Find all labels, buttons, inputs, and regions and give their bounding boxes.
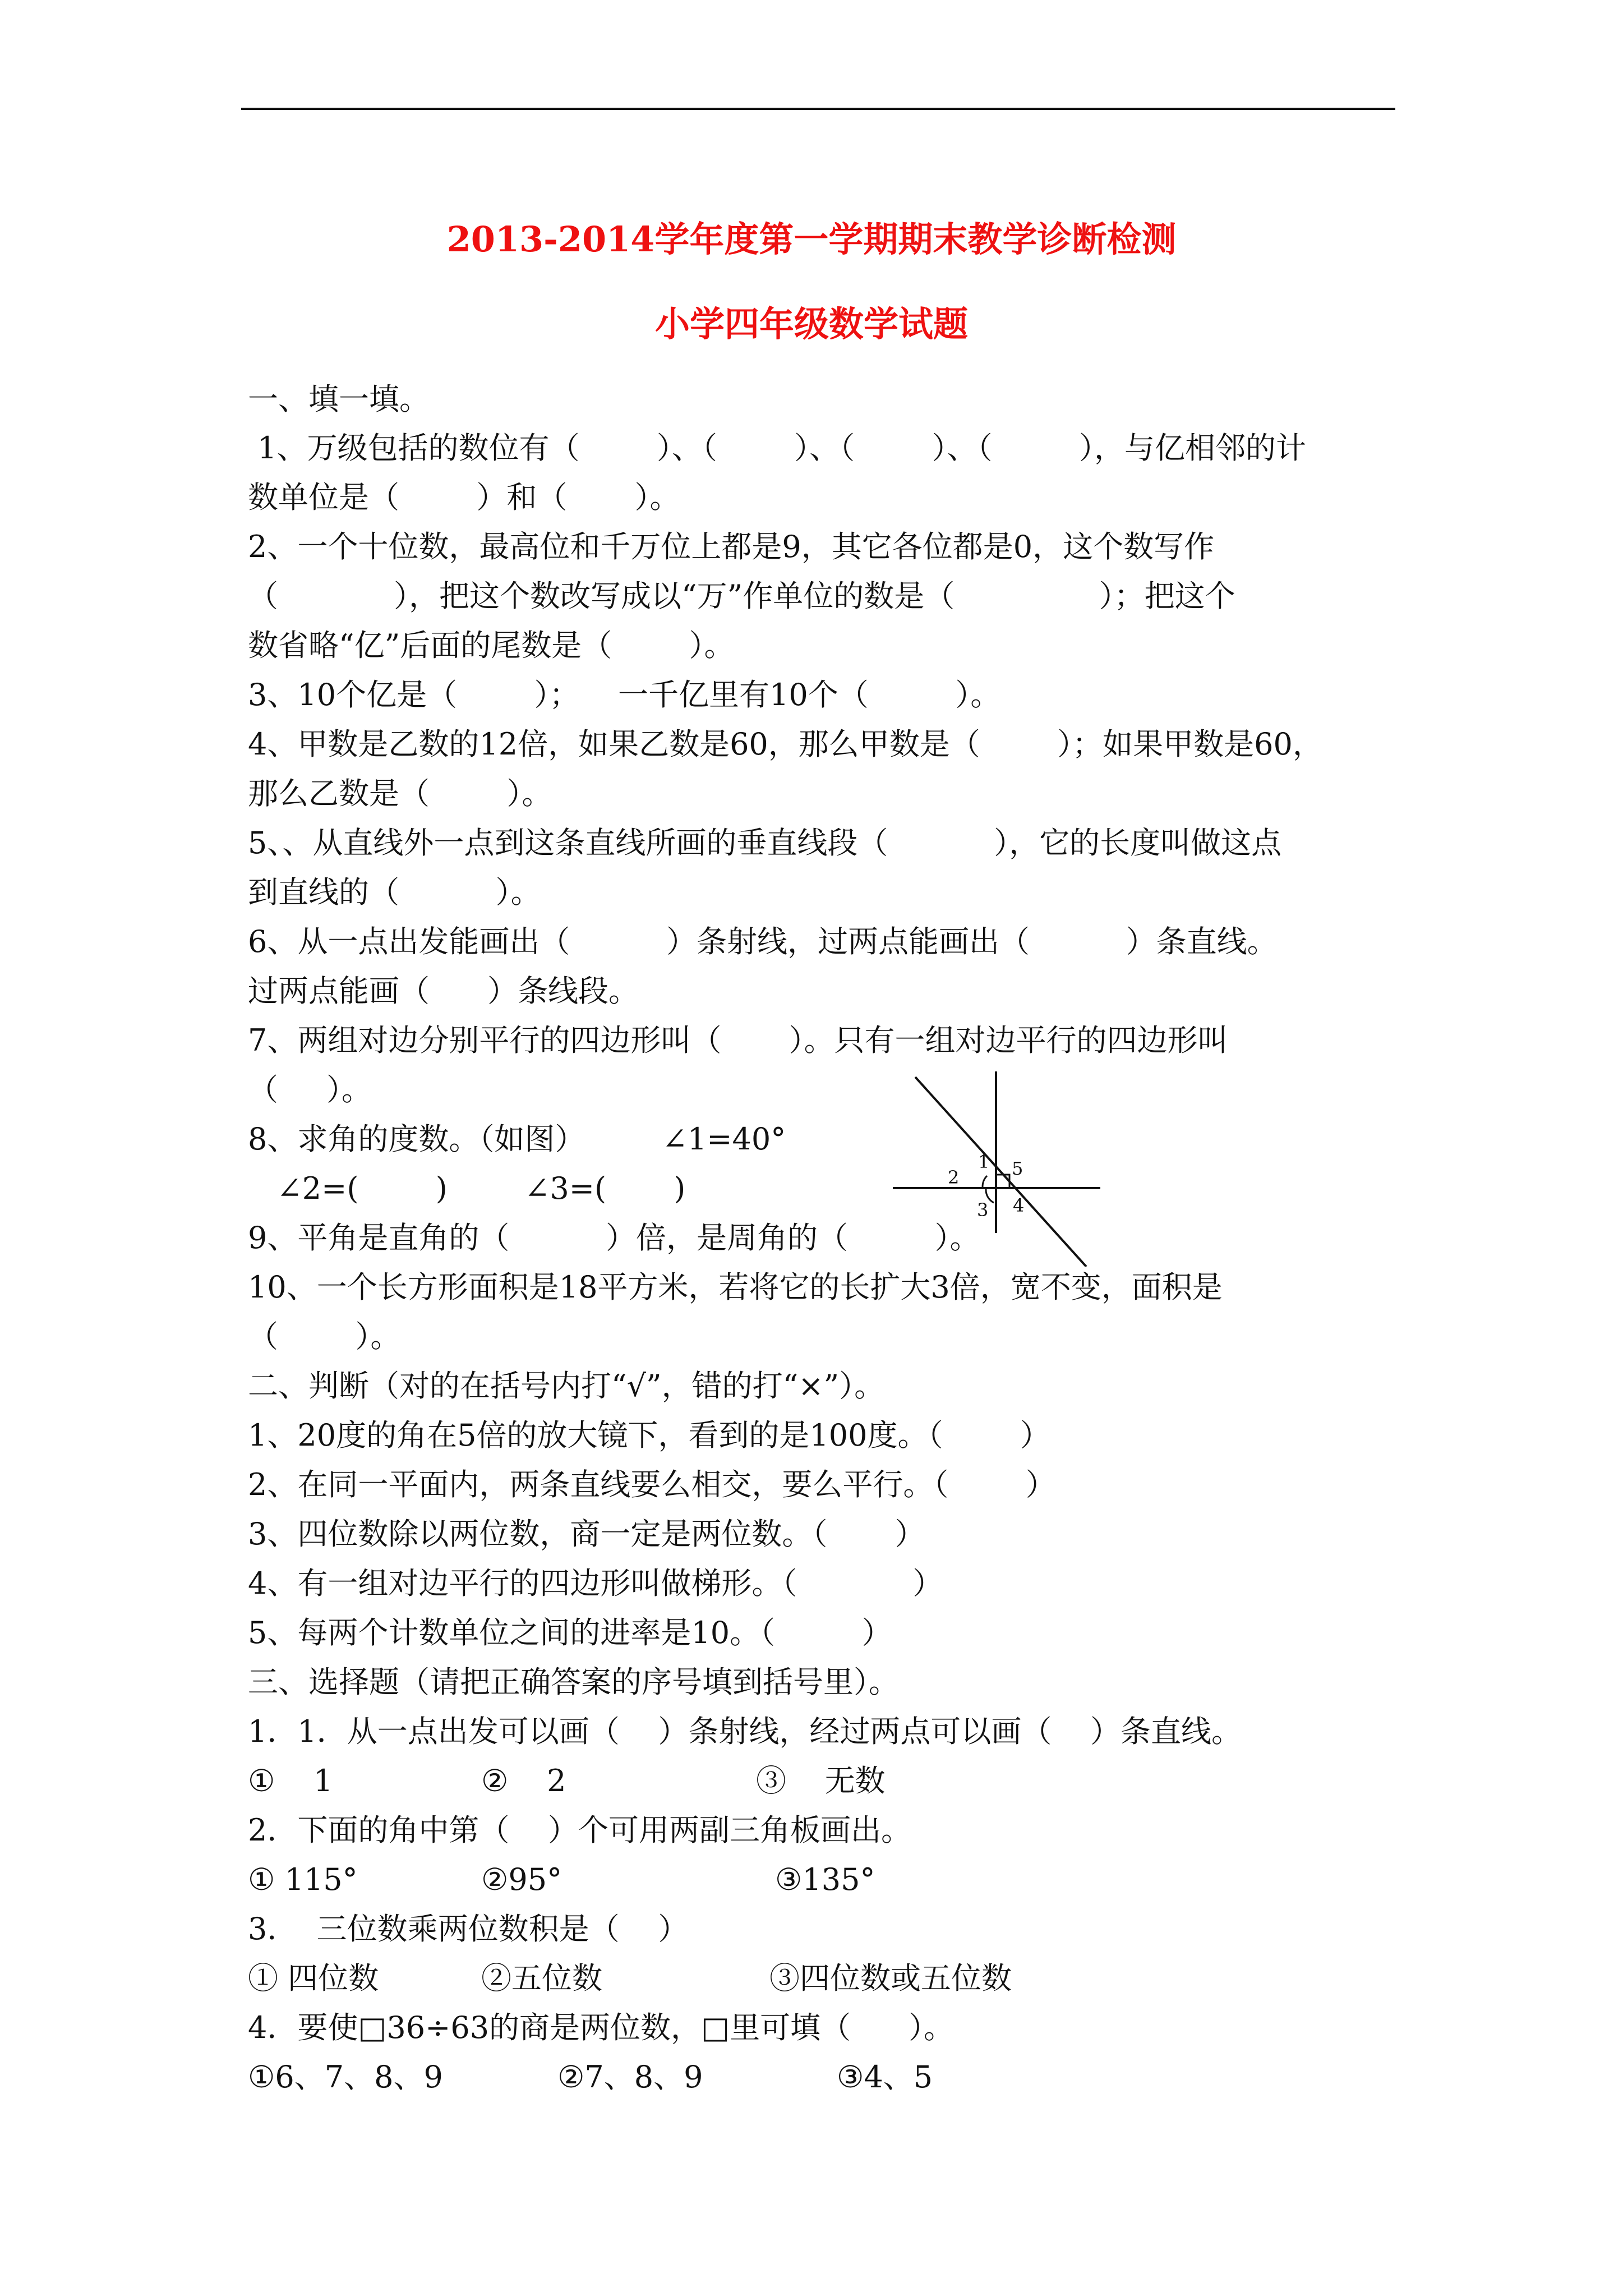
question-7-line-1: 7、两组对边分别平行的四边形叫（ ）。只有一组对边平行的四边形叫 — [248, 1023, 1228, 1058]
top-rule — [241, 108, 1395, 110]
choice-3-option-1: ① 四位数 — [248, 1961, 379, 1996]
section3-heading: 三、选择题（请把正确答案的序号填到括号里）。 — [248, 1664, 899, 1700]
question-1-line-2: 数单位是（ ）和（ ）。 — [248, 480, 680, 515]
question-8-line-1: 8、求角的度数。（如图） ∠1=40° — [248, 1121, 786, 1157]
question-8-line-2: ∠2=( ) ∠3=( ) — [248, 1171, 686, 1206]
question-4-line-2: 那么乙数是（ ）。 — [248, 776, 552, 811]
choice-3-option-2: ②五位数 — [481, 1961, 602, 1996]
right-angle-mark — [996, 1175, 1009, 1188]
angle-label-1: 1 — [978, 1151, 990, 1172]
choice-1-option-3: ③ 无数 — [756, 1763, 886, 1798]
question-10-line-1: 10、一个长方形面积是18平方米，若将它的长扩大3倍，宽不变，面积是 — [248, 1269, 1223, 1305]
exam-subtitle: 小学四年级数学试题 — [654, 303, 968, 344]
choice-2-option-3: ③135° — [775, 1862, 875, 1897]
choice-question-2: 2．下面的角中第（ ）个可用两副三角板画出。 — [248, 1812, 912, 1848]
question-5-line-1: 5、、从直线外一点到这条直线所画的垂直线段（ ），它的长度叫做这点 — [248, 825, 1282, 861]
judge-item-3: 3、四位数除以两位数，商一定是两位数。（ ） — [248, 1516, 925, 1552]
question-5-line-2: 到直线的（ ）。 — [248, 875, 541, 910]
choice-2-option-1: ① 115° — [248, 1862, 358, 1897]
question-4-line-1: 4、甲数是乙数的12倍，如果乙数是60，那么甲数是（ ）；如果甲数是60， — [248, 726, 1323, 762]
choice-question-1: 1．1．从一点出发可以画（ ）条射线，经过两点可以画（ ）条直线。 — [248, 1714, 1242, 1749]
judge-item-5: 5、每两个计数单位之间的进率是10。（ ） — [248, 1615, 892, 1650]
judge-item-2: 2、在同一平面内，两条直线要么相交，要么平行。（ ） — [248, 1467, 1056, 1502]
choice-2-option-2: ②95° — [481, 1862, 562, 1897]
choice-1-option-2: ② 2 — [481, 1763, 566, 1798]
question-2-line-1: 2、一个十位数，最高位和千万位上都是9，其它各位都是0，这个数写作 — [248, 529, 1215, 564]
judge-item-1: 1、20度的角在5倍的放大镜下，看到的是100度。（ ） — [248, 1418, 1050, 1453]
question-7-line-2: （ ）。 — [248, 1072, 372, 1107]
choice-4-option-2: ②7、8、9 — [557, 2059, 703, 2095]
question-10-line-2: （ ）。 — [248, 1319, 401, 1354]
judge-item-4: 4、有一组对边平行的四边形叫做梯形。（ ） — [248, 1566, 943, 1601]
section1-heading: 一、填一填。 — [248, 381, 430, 417]
angle-figure — [893, 1065, 1100, 1267]
angle-arc-2 — [983, 1176, 987, 1187]
question-3: 3、10个亿是（ ）； 一千亿里有10个（ ）。 — [248, 677, 1001, 712]
section2-heading: 二、判断（对的在括号内打“√”，错的打“×”）。 — [248, 1368, 885, 1404]
choice-4-option-3: ③4、5 — [837, 2059, 933, 2095]
question-1-line-1: 1、万级包括的数位有（ ）、（ ）、（ ）、（ ），与亿相邻的计 — [248, 430, 1306, 466]
angle-label-4: 4 — [1013, 1195, 1025, 1216]
question-2-line-3: 数省略“亿”后面的尾数是（ ）。 — [248, 628, 735, 663]
question-9: 9、平角是直角的（ ）倍，是周角的（ ）。 — [248, 1220, 980, 1255]
choice-1-option-1: ① 1 — [248, 1763, 333, 1798]
question-6-line-1: 6、从一点出发能画出（ ）条射线，过两点能画出（ ）条直线。 — [248, 924, 1278, 959]
choice-question-3: 3． 三位数乘两位数积是（ ） — [248, 1911, 689, 1947]
exam-title: 2013-2014学年度第一学期期末教学诊断检测 — [446, 219, 1177, 260]
angle-label-5: 5 — [1012, 1158, 1023, 1179]
question-6-line-2: 过两点能画（ ）条线段。 — [248, 973, 639, 1009]
question-2-line-2: （ ），把这个数改写成以“万”作单位的数是（ ）；把这个 — [248, 578, 1235, 614]
choice-3-option-3: ③四位数或五位数 — [769, 1961, 1012, 1996]
choice-question-4: 4．要使□36÷63的商是两位数，□里可填（ ）。 — [248, 2010, 955, 2045]
angle-label-2: 2 — [948, 1167, 960, 1188]
diagonal-line — [915, 1077, 1086, 1267]
angle-label-3: 3 — [977, 1199, 989, 1221]
choice-4-option-1: ①6、7、8、9 — [248, 2059, 443, 2095]
